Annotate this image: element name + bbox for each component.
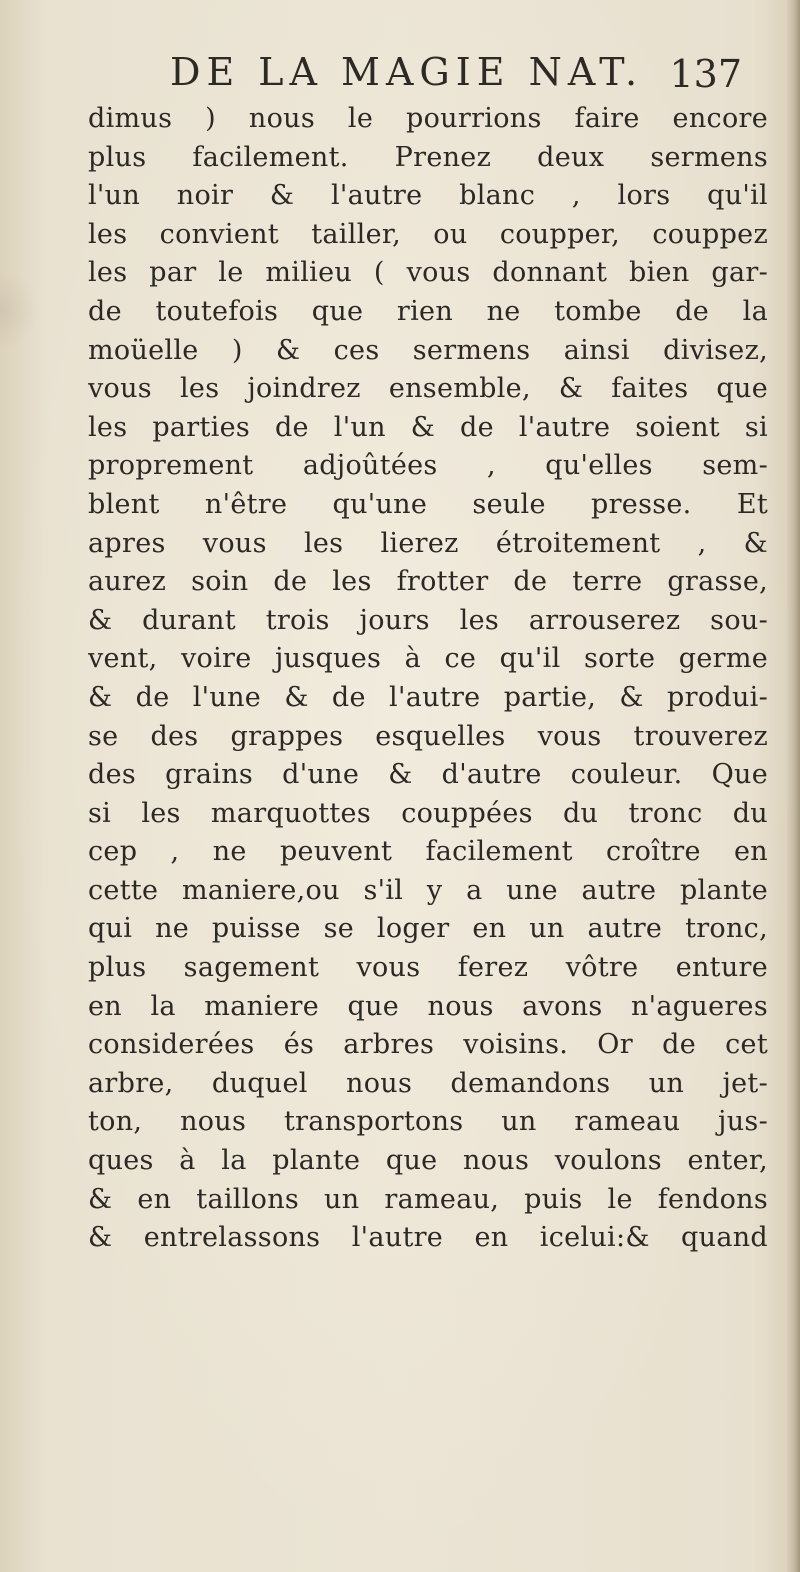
text-line: en la maniere que nous avons n'agueres: [88, 990, 768, 1022]
text-line: ton, nous transportons un rameau jus-: [88, 1106, 768, 1138]
text-line: cep , ne peuvent facilement croître en: [88, 836, 768, 868]
text-line: les par le milieu ( vous donnant bien gar-: [88, 257, 768, 289]
text-line: vent, voire jusques à ce qu'il sorte germe: [88, 643, 768, 675]
text-line: & durant trois jours les arrouserez sou-: [88, 604, 768, 636]
page-header: [170, 50, 770, 100]
text-line: proprement adjoûtées , qu'elles sem-: [88, 450, 768, 482]
text-line: vous les joindrez ensemble, & faites que: [88, 373, 768, 405]
text-line: qui ne puisse se loger en un autre tronc,: [88, 913, 768, 945]
text-line: dimus ) nous le pourrions faire encore: [88, 103, 768, 134]
text-line: les convient tailler, ou coupper, couppez: [88, 218, 768, 250]
text-line: ques à la plante que nous voulons enter,: [88, 1145, 768, 1177]
text-line: les parties de l'un & de l'autre soient si: [88, 411, 768, 443]
running-head: DE LA MAGIE NAT.: [170, 50, 644, 94]
text-line: plus facilement. Prenez deux sermens: [88, 141, 768, 173]
page-number: 137: [669, 52, 742, 96]
text-line: & entrelassons l'autre en icelui:& quand: [88, 1222, 768, 1254]
text-line: si les marquottes couppées du tronc du: [88, 797, 768, 829]
page-edge-shadow: [786, 0, 800, 1572]
paper-stain: [0, 270, 40, 350]
text-line: arbre, duquel nous demandons un jet-: [88, 1067, 768, 1099]
text-line: blent n'être qu'une seule presse. Et: [88, 488, 768, 520]
text-line: aurez soin de les frotter de terre grasse,: [88, 566, 768, 598]
text-line: moüelle ) & ces sermens ainsi divisez,: [88, 334, 768, 366]
text-line: de toutefois que rien ne tombe de la: [88, 295, 768, 327]
text-line: apres vous les lierez étroitement , &: [88, 527, 768, 559]
text-line: des grains d'une & d'autre couleur. Que: [88, 759, 768, 791]
text-line: considerées és arbres voisins. Or de cet: [88, 1029, 768, 1061]
text-line: l'un noir & l'autre blanc , lors qu'il: [88, 180, 768, 212]
text-line: & en taillons un rameau, puis le fendons: [88, 1183, 768, 1215]
body-text: [88, 100, 768, 1258]
text-line: cette maniere,ou s'il y a une autre plante: [88, 874, 768, 906]
text-line: & de l'une & de l'autre partie, & produi-: [88, 681, 768, 713]
text-line: se des grappes esquelles vous trouverez: [88, 720, 768, 752]
text-line: plus sagement vous ferez vôtre enture: [88, 952, 768, 984]
